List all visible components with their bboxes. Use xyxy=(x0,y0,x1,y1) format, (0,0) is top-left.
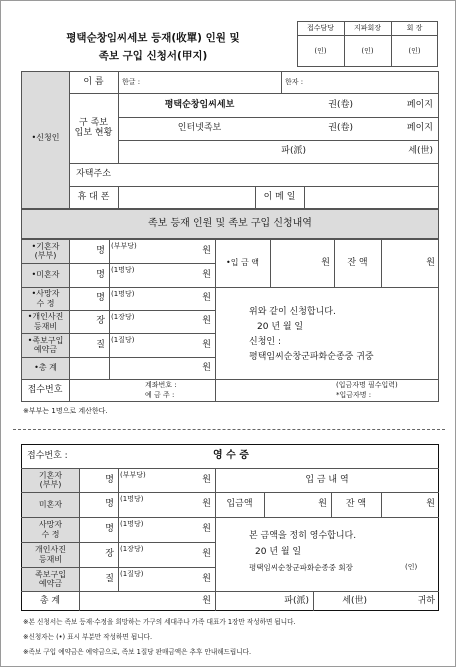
single-rate: (1명당) xyxy=(111,266,135,274)
rc-photo-amount[interactable]: 원 xyxy=(202,549,211,559)
rc-photo-count[interactable]: 장 xyxy=(105,549,114,559)
deceased-rate: (1명당) xyxy=(111,290,135,298)
rc-deposit-amount[interactable]: 원 xyxy=(318,499,327,509)
depositor-name-field[interactable]: *입금자명 : xyxy=(336,391,372,399)
rc-reservation-label-line1: 족보구입 xyxy=(35,569,66,579)
total-amount[interactable]: 원 xyxy=(202,362,211,373)
married-rate: (부부당) xyxy=(111,242,137,250)
genealogy-row1-volume[interactable]: 권(卷) xyxy=(328,99,353,110)
reservation-rate: (1질당) xyxy=(111,336,135,344)
single-amount[interactable]: 원 xyxy=(202,269,211,280)
rc-single-label xyxy=(22,492,79,517)
footnote-3: ※족보 구입 예약금은 예약금으로, 족보 1질당 판매금액은 추후 안내해드립니다. xyxy=(23,648,252,656)
genealogy-row1-book: 평택순창임씨세보 xyxy=(164,99,235,110)
old-genealogy-label-line2: 입보 현황 xyxy=(74,128,113,138)
deceased-label-line2: 수 정 xyxy=(36,298,55,308)
details-heading-bar xyxy=(21,209,439,239)
reservation-count[interactable]: 질 xyxy=(96,339,105,350)
reservation-amount[interactable]: 원 xyxy=(202,339,211,350)
rc-deceased-amount[interactable]: 원 xyxy=(202,524,211,534)
photo-label xyxy=(22,310,69,333)
rc-photo-label-line2: 등재비 xyxy=(38,554,63,564)
account-number-label: 계좌번호 : xyxy=(145,381,177,389)
old-genealogy-label xyxy=(69,93,118,163)
rc-deceased-label-line1: 사망자 xyxy=(38,520,63,530)
footnote-1: ※본 신청서는 족보 등재·수정을 희망하는 가구의 세대주나 가족 대표가 1장만 작성하면 됩니다. xyxy=(23,618,296,626)
single-label xyxy=(22,263,69,287)
name-korean-field[interactable]: 한글 : xyxy=(122,77,141,86)
approval-stamp-1[interactable]: (인) xyxy=(314,46,327,55)
reservation-label-line1: •족보구입 xyxy=(27,335,64,345)
married-label-line2: (부부) xyxy=(34,251,57,260)
applicant-label: •신청인 xyxy=(31,133,60,142)
approval-stamp-3[interactable]: (인) xyxy=(408,46,421,55)
rc-photo-label-line1: 개인사진 xyxy=(35,545,66,555)
rc-deceased-rate: (1명당) xyxy=(120,520,144,528)
approval-header-branch: 지파회장 xyxy=(353,23,382,32)
genealogy-row2-volume[interactable]: 권(卷) xyxy=(328,123,353,133)
deceased-count[interactable]: 명 xyxy=(96,293,105,303)
rc-total-label: 총 계 xyxy=(39,595,61,606)
rc-reservation-amount[interactable]: 원 xyxy=(202,573,211,584)
rc-reservation-label xyxy=(22,567,79,591)
rc-reservation-label-line2: 예약금 xyxy=(38,579,63,588)
rc-married-count[interactable]: 명 xyxy=(105,474,114,485)
rc-deceased-label xyxy=(22,517,79,542)
rc-married-label-line2: (부부) xyxy=(39,480,62,489)
old-genealogy-label-line1: 구 족보 xyxy=(79,117,108,128)
branch-pa-field[interactable]: 파(派) xyxy=(281,146,306,156)
declaration-line3[interactable]: 신청인 : xyxy=(249,337,281,347)
declaration-line1: 위와 같이 신청합니다. xyxy=(249,307,336,317)
rc-balance-label: 잔 액 xyxy=(345,499,367,509)
generation-se-field[interactable]: 세(世) xyxy=(408,146,433,156)
balance-label: 잔 액 xyxy=(347,257,368,268)
form-title-line2: 족보 구입 신청서(甲지) xyxy=(98,49,208,62)
photo-label-line1: •개인사진 xyxy=(27,312,64,322)
depositor-label: 예 금 주 : xyxy=(145,391,175,399)
rc-married-amount[interactable]: 원 xyxy=(202,474,211,485)
depositor-note: (입금자명 필수입력) xyxy=(336,381,398,389)
approval-stamp-2[interactable]: (인) xyxy=(361,46,374,55)
details-heading: 족보 등재 인원 및 족보 구입 신청내역 xyxy=(148,218,312,229)
married-amount[interactable]: 원 xyxy=(202,245,211,256)
approval-header-chair: 회 장 xyxy=(406,23,423,32)
total-label: •총 계 xyxy=(34,363,57,372)
phone-field[interactable] xyxy=(121,189,251,206)
rc-deceased-label-line2: 수 정 xyxy=(41,529,60,539)
genealogy-row2-page[interactable]: 페이지 xyxy=(406,123,433,133)
rc-married-label-line1: 기혼자 xyxy=(38,470,63,480)
receipt-title: 영 수 증 xyxy=(213,450,249,461)
rc-reservation-count[interactable]: 질 xyxy=(105,573,114,584)
single-label-line1: •미혼자 xyxy=(31,270,60,280)
rc-single-label-line1: 미혼자 xyxy=(38,499,63,509)
address-field[interactable] xyxy=(121,166,435,183)
rc-deposit-label: 입금액 xyxy=(226,499,253,509)
note-couple: ※부부는 1명으로 계산한다. xyxy=(23,407,108,415)
receipt-number-label: 접수번호 xyxy=(27,385,63,395)
deposit-label: •입 금 액 xyxy=(226,258,259,267)
rc-single-rate: (1명당) xyxy=(120,495,144,503)
email-field[interactable] xyxy=(307,189,435,206)
rc-reservation-rate: (1질당) xyxy=(120,570,144,578)
rc-total-amount[interactable]: 원 xyxy=(202,595,211,606)
deposit-history-header: 입 금 내 역 xyxy=(305,474,349,485)
approval-header-receiver: 접수담당 xyxy=(306,23,335,32)
married-count[interactable]: 명 xyxy=(96,245,105,256)
rc-branch-pa[interactable]: 파(派) xyxy=(284,595,309,606)
rc-gwiha: 귀하 xyxy=(417,595,435,606)
deceased-amount[interactable]: 원 xyxy=(202,293,211,303)
rc-photo-label xyxy=(22,542,79,567)
name-label: 이 름 xyxy=(83,76,104,87)
email-label: 이 메 일 xyxy=(263,192,296,202)
rc-single-count[interactable]: 명 xyxy=(105,499,114,509)
reservation-label xyxy=(22,333,69,357)
rc-married-label xyxy=(22,468,79,492)
deceased-label xyxy=(22,287,69,310)
rc-chair-stamp[interactable]: (인) xyxy=(405,563,418,571)
rc-declaration-line2[interactable]: 20 년 월 일 xyxy=(255,547,302,557)
photo-count[interactable]: 장 xyxy=(96,316,105,326)
genealogy-row1-page[interactable]: 페이지 xyxy=(406,99,433,110)
deceased-label-line1: •사망자 xyxy=(31,289,60,299)
photo-rate: (1장당) xyxy=(111,313,135,321)
address-label: 자택주소 xyxy=(76,169,111,179)
receipt-number-field[interactable]: 접수번호 : xyxy=(27,451,68,461)
photo-amount[interactable]: 원 xyxy=(202,316,211,326)
rc-photo-rate: (1장당) xyxy=(120,545,144,553)
form-title-line1: 평택순창임씨세보 등재(收單) 인원 및 xyxy=(66,31,240,44)
photo-label-line2: 등재비 xyxy=(33,321,58,331)
reservation-label-line2: 예약금 xyxy=(33,345,58,354)
married-label xyxy=(22,239,69,263)
declaration-line4: 평택임씨순창군파화순종중 귀중 xyxy=(249,352,374,362)
phone-label: 휴 대 폰 xyxy=(77,192,110,202)
rc-balance-amount[interactable]: 원 xyxy=(426,499,435,509)
rc-deceased-count[interactable]: 명 xyxy=(105,524,114,534)
rc-generation-se[interactable]: 세(世) xyxy=(342,595,367,606)
rc-married-rate: (부부당) xyxy=(120,471,146,479)
deposit-amount[interactable]: 원 xyxy=(321,257,330,268)
cut-line xyxy=(13,429,445,430)
footnote-2: ※신청자는 (•) 표시 부분만 작성하면 됩니다. xyxy=(23,633,153,641)
name-hanja-field[interactable]: 한자 : xyxy=(285,77,304,86)
single-count[interactable]: 명 xyxy=(96,269,105,280)
declaration-line2[interactable]: 20 년 월 일 xyxy=(257,322,304,332)
rc-declaration-line3: 평택임씨순창군파화순종중 회장 xyxy=(249,563,353,572)
genealogy-row2-book: 인터넷족보 xyxy=(177,123,222,133)
rc-declaration-line1: 본 금액을 정히 영수합니다. xyxy=(249,531,357,541)
balance-amount[interactable]: 원 xyxy=(426,257,435,268)
rc-single-amount[interactable]: 원 xyxy=(202,499,211,509)
married-label-line1: •기혼자 xyxy=(31,241,60,251)
